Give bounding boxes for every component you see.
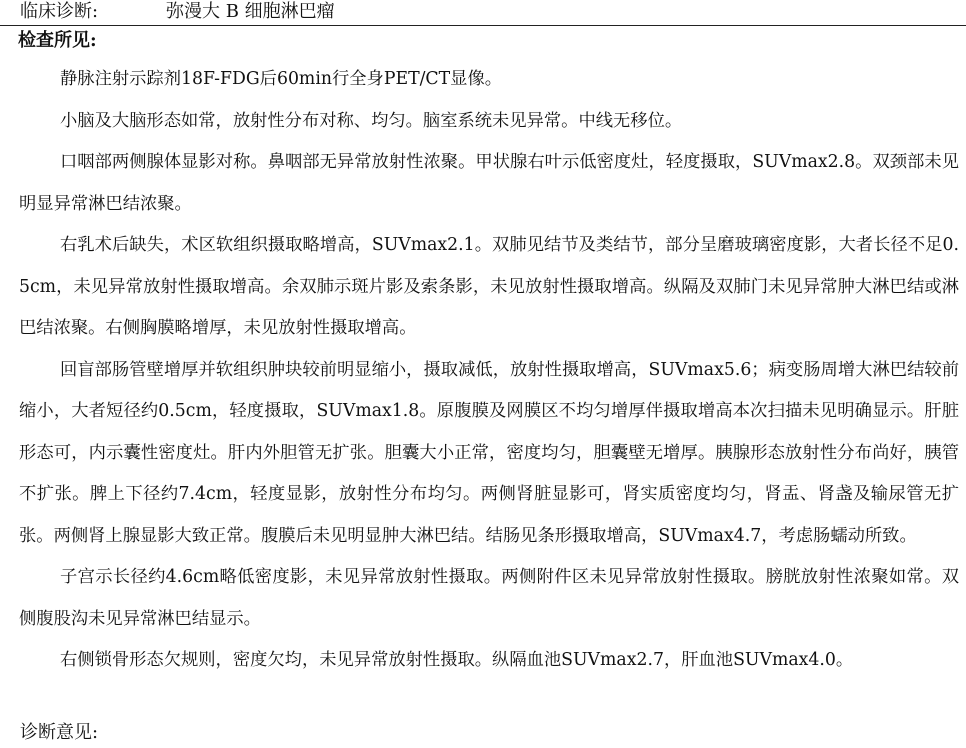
findings-paragraph-injection: 静脉注射示踪剂18F-FDG后60min行全身PET/CT显像。 <box>60 69 503 89</box>
header-divider <box>0 25 966 26</box>
clinical-diagnosis-label: 临床诊断: <box>20 1 99 22</box>
findings-title: 检查所见: <box>18 30 97 51</box>
findings-body <box>19 59 959 682</box>
findings-paragraph-brain: 小脑及大脑形态如常，放射性分布对称、均匀。脑室系统未见异常。中线无移位。 <box>60 110 683 131</box>
findings-paragraph-chest: 右乳术后缺失，术区软组织摄取略增高，SUVmax2.1。双肺见结节及类结节，部分呈磨玻璃密度影，大者长径不足0.5cm，未见异常放射性摄取增高。余双肺示斑片影及索条影，未见放射性摄取增高。纵隔及双肺门未见异常肿大淋巴结或淋巴结浓聚。右侧胸膜略增厚，未见放射性摄取增高。 <box>19 235 959 338</box>
findings-paragraph-pelvis: 子宫示长径约4.6cm略低密度影，未见异常放射性摄取。两侧附件区未见异常放射性摄取。膀胱放射性浓聚如常。双侧腹股沟未见异常淋巴结显示。 <box>19 567 959 629</box>
findings-paragraph-bone: 右侧锁骨形态欠规则，密度欠均，未见异常放射性摄取。纵隔血池SUVmax2.7，肝血池SUVmax4.0。 <box>60 650 854 670</box>
clinical-diagnosis-value: 弥漫大 B 细胞淋巴瘤 <box>166 1 335 22</box>
diagnosis-opinion-title-partial: 诊断意见: <box>20 722 99 743</box>
findings-paragraph-abdomen: 回盲部肠管壁增厚并软组织肿块较前明显缩小，摄取减低，放射性摄取增高，SUVmax5.6；病变肠周增大淋巴结较前缩小，大者短径约0.5cm，轻度摄取，SUVmax1.8。原腹膜及网膜区不均匀增厚伴摄取增高本次扫描未见明确显示。肝脏形态可，内示囊性密度灶。肝内外胆管无扩张。胆囊大小正常，密度均匀，胆囊壁无增厚。胰腺形态放射性分布尚好，胰管不扩张。脾上下径约7.4cm，轻度显影，放射性分布均匀。两侧肾脏显影可，肾实质密度均匀，肾盂、肾盏及输尿管无扩张。两侧肾上腺显影大致正常。腹膜后未见明显肿大淋巴结。结肠见条形摄取增高，SUVmax4.7，考虑肠蠕动所致。 <box>19 359 959 546</box>
clinical-diagnosis-row <box>20 0 966 24</box>
findings-paragraph-head-neck: 口咽部两侧腺体显影对称。鼻咽部无异常放射性浓聚。甲状腺右叶示低密度灶，轻度摄取，SUVmax2.8。双颈部未见明显异常淋巴结浓聚。 <box>19 152 959 214</box>
